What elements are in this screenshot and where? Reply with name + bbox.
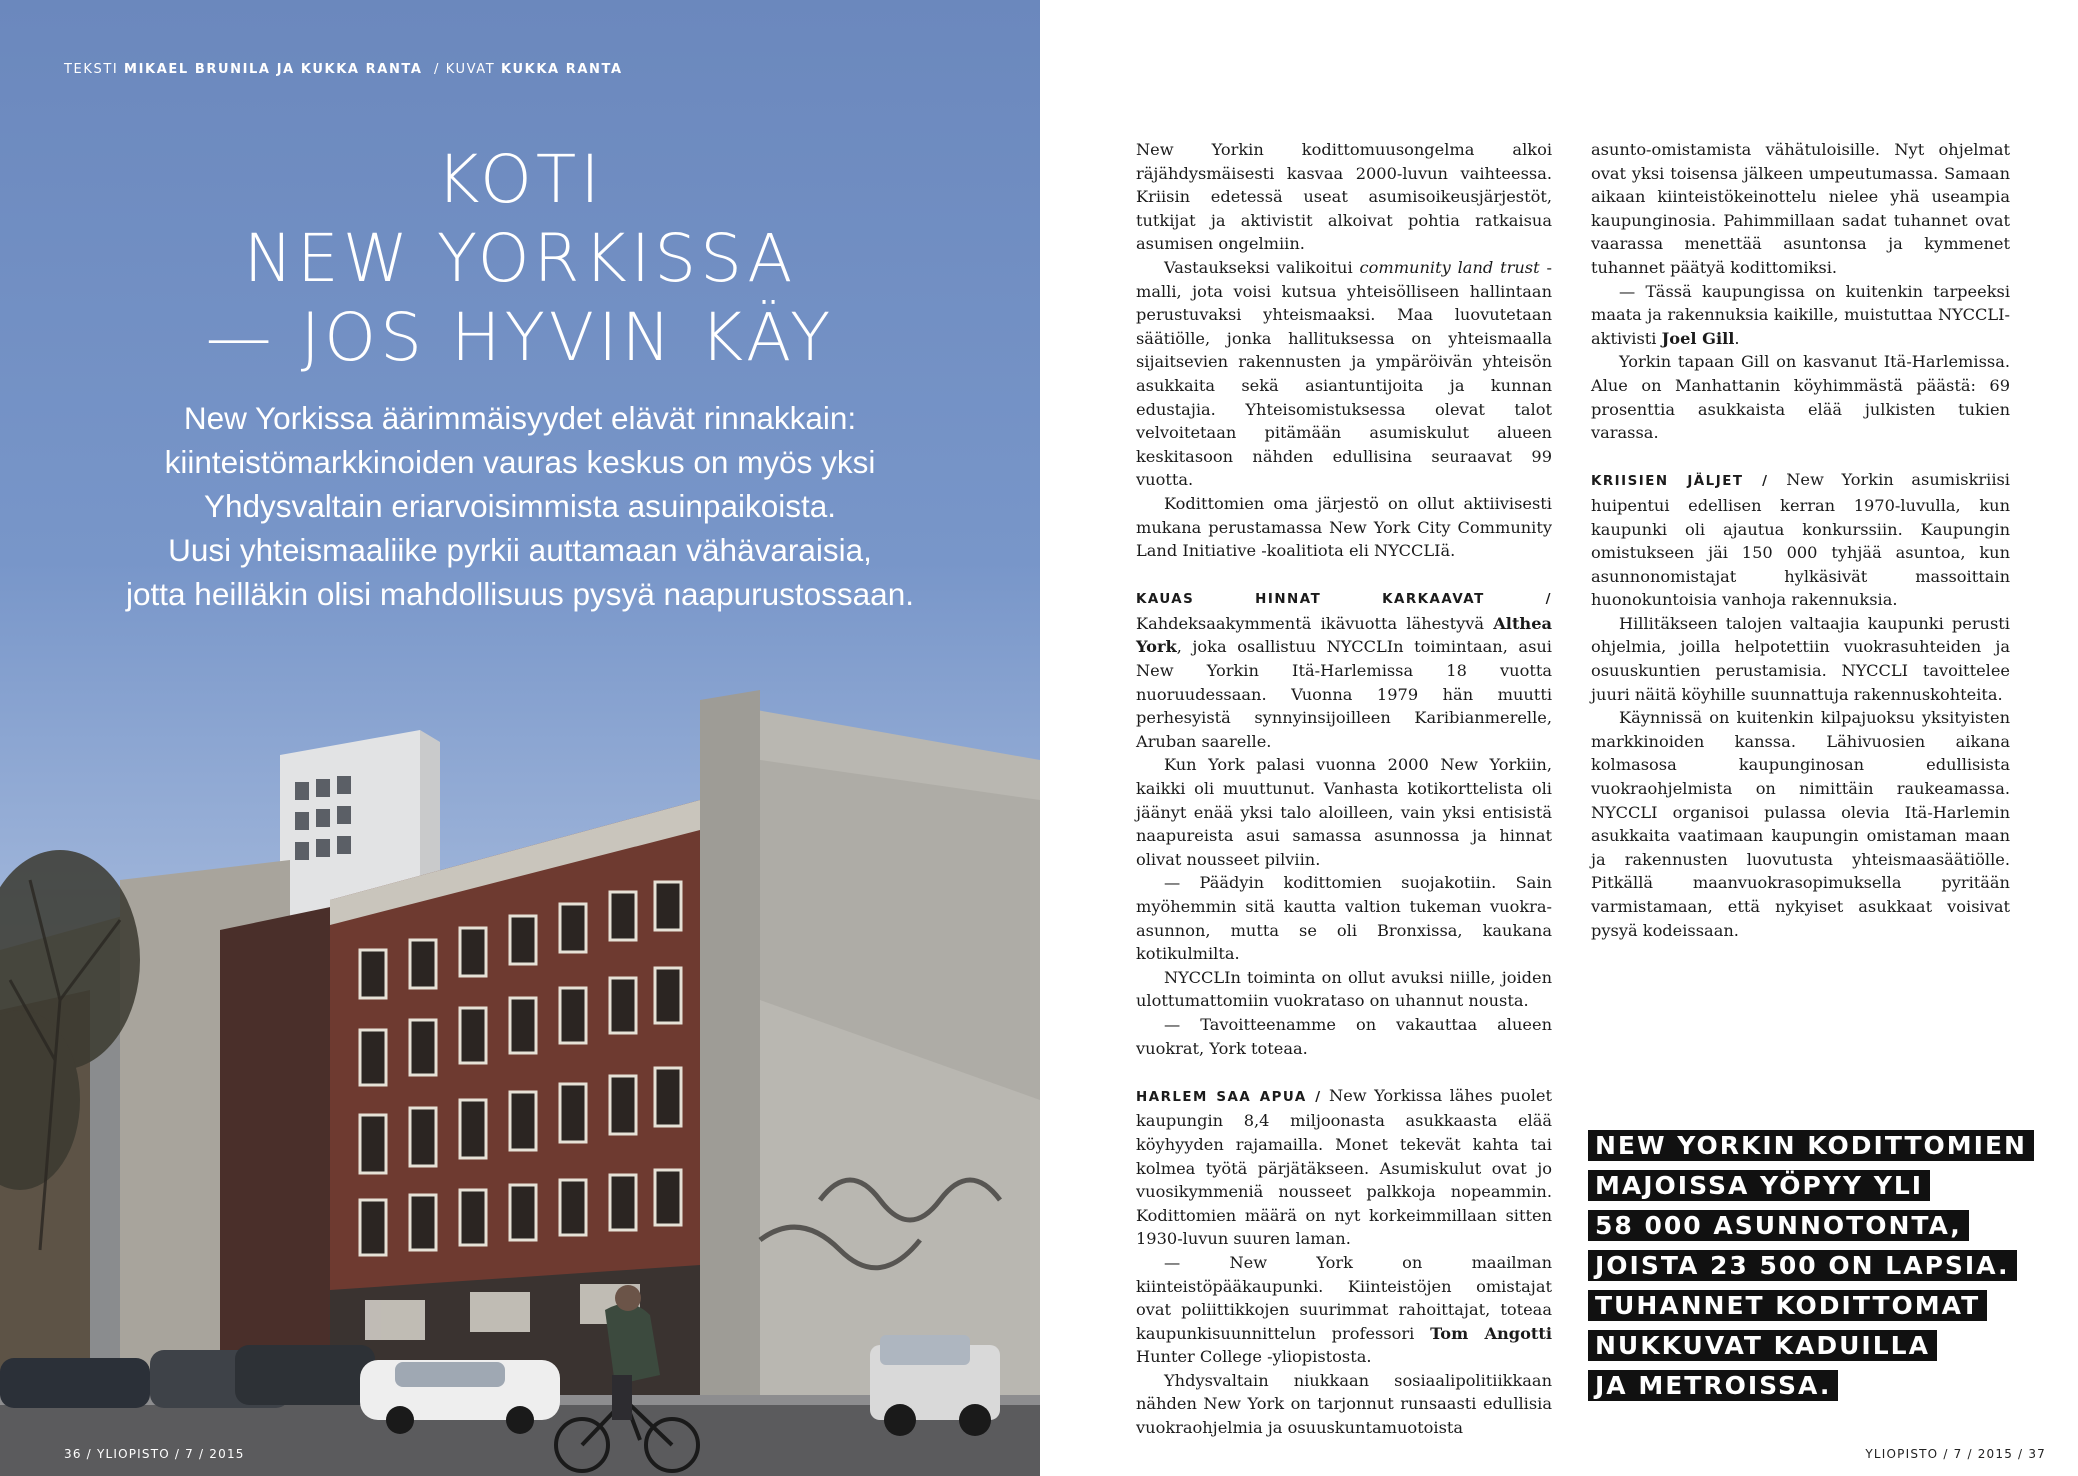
paragraph: — Päädyin kodittomien suojakotiin. Sain myöhemmin sitä kautta valtion tukeman vuokra-asunnon, mutta se oli Bronxissa, kaukana kotikulmilta. (1136, 873, 1552, 964)
pull-quote-line: JOISTA 23 500 ON LAPSIA. (1588, 1250, 2017, 1281)
paragraph (1591, 468, 2010, 612)
credits-authors: MIKAEL BRUNILA JA KUKKA RANTA (124, 62, 423, 77)
text-run: — New York on maailman kiinteistöpääkaupunki. Kiinteistöjen omistajat ovat poliittikkojen suurimmat rahoittajat, toteaa kaupunkisuunnittelun professori (1136, 1252, 1552, 1343)
photo-credits (64, 62, 623, 77)
body-column-1 (1136, 138, 1552, 1440)
paragraph: Kodittomien oma järjestö on ollut aktiivisesti mukana perustamassa New York City Community Land Initiative -koalitiota eli NYCCLIä. (1136, 493, 1552, 561)
paragraph (1136, 256, 1552, 492)
subheading: KRIISIEN JÄLJET / (1591, 474, 1769, 490)
body-column-2 (1591, 138, 2010, 942)
text-run: Vastaukseksi valikoitui (1164, 257, 1360, 277)
person-name: Joel Gill (1661, 328, 1735, 348)
pull-quote-line: 58 000 ASUNNOTONTA, (1588, 1210, 1969, 1241)
pull-quote-line: TUHANNET KODITTOMAT (1588, 1290, 1987, 1321)
right-page (1040, 0, 2078, 1476)
paragraph (1136, 586, 1552, 753)
credits-label-photos: / KUVAT (434, 62, 496, 77)
paragraph: NYCCLIn toiminta on ollut avuksi niille, joiden ulottumattomiin vuokrataso on uhannut nousta. (1136, 967, 1552, 1011)
text-run: New Yorkin asumiskriisi huipentui edellisen kerran 1970-luvulla, kun kaupunki oli ajautua konkurssiin. Kaupungin omistukseen jäi 150 000 tyhjää asuntoa, kun asunnonomistajat hylkäsivät massoittain huonokuntoisia vanhoja rakennuksia. (1591, 470, 2010, 610)
subheading: KAUAS HINNAT KARKAAVAT / (1136, 592, 1552, 608)
pull-quote-line: MAJOISSA YÖPYY YLI (1588, 1170, 1930, 1201)
title-line: KOTI (436, 141, 604, 218)
paragraph: Yorkin tapaan Gill on kasvanut Itä-Harlemissa. Alue on Manhattanin köyhimmästä päästä: 69 prosenttia asukkaista elää julkisten tukien varassa. (1591, 352, 2010, 443)
paragraph: — Tavoitteenamme on vakauttaa alueen vuokrat, York toteaa. (1136, 1014, 1552, 1058)
credits-label-text: TEKSTI (64, 62, 119, 77)
title-line: NEW YORKISSA (243, 220, 797, 297)
credits-photographer: KUKKA RANTA (501, 62, 623, 77)
page-number-left: 36 / YLIOPISTO / 7 / 2015 (64, 1447, 245, 1461)
article-title (0, 140, 1040, 377)
lead-paragraph (30, 396, 1010, 616)
subheading: HARLEM SAA APUA / (1136, 1089, 1322, 1105)
paragraph: Kun York palasi vuonna 2000 New Yorkiin, kaikki oli muuttunut. Vanhasta kotikorttelista oli jäänyt enää yksi talo aloilleen, vain yksi entisistä naapureista asui samassa asunnossa ja hinnat olivat nousseet pilviin. (1136, 755, 1552, 869)
text-run: , joka osallistuu NYCCLIn toimintaan, asui New Yorkin Itä-Harlemissa 18 vuotta nuoruudessaan. Vuonna 1979 hän muutti perhesyistä synnyinsijoilleen Karibianmerelle, Aruban saarelle. (1136, 637, 1552, 751)
person-name: Tom Angotti (1430, 1323, 1552, 1343)
text-run: Hunter College -yliopistosta. (1136, 1347, 1372, 1367)
italic-term: community land trust (1359, 257, 1540, 277)
paragraph: Käynnissä on kuitenkin kilpajuoksu yksityisten markkinoiden kanssa. Lähivuosien aikana kolmasosa kaupunginosan edullisista vuokraohjelmista on nimittäin raukeamassa. NYCCLI organisoi pulassa olevia Itä-Harlemin asukkaita vaatimaan kaupungin omistaman maan ja rakennusten luovutusta yhteismaasäätiölle. Pitkällä maanvuokrasopimuksella pyritään varmistamaan, että nykyiset asukkaat voisivat pysyä kodeissaan. (1591, 708, 2010, 940)
title-line: — JOS HYVIN KÄY (205, 299, 835, 376)
text-run: Kahdeksaakymmentä ikävuotta lähestyvä (1136, 613, 1494, 633)
page-number-right: YLIOPISTO / 7 / 2015 / 37 (1865, 1447, 2046, 1461)
paragraph: New Yorkin kodittomuusongelma alkoi räjähdysmäisesti kasvaa 2000-luvun vaihteessa. Kriisin edetessä useat asumisoikeusjärjestöt, tutkijat ja aktivistit alkoivat pohtia ratkaisua asumisen ongelmiin. (1136, 140, 1552, 254)
paragraph: Hillitäkseen talojen valtaajia kaupunki perusti ohjelmia, joilla helpotettiin vuokrasuhteiden ja osuuskuntien perustamisia. NYCCLI tavoittelee juuri näitä köyhille suunnattuja rakennuskohteita. (1591, 613, 2010, 704)
text-run: -malli, jota voisi kutsua yhteisölliseen hallintaan perustuvaksi yhteismaaksi. Maa luovutetaan säätiölle, jonka hallituksessa on yhteismaalla sijaitsevien rakennusten ja ympäröivän yhteisön asukkaita sekä asiantuntijoita ja kunnan edustajia. Yhteisomistuksessa olevat talot velvoitetaan pitämään asumiskulut alueen keskitasoon nähden edullisina seuraavat 99 vuotta. (1136, 257, 1552, 490)
lead-line: Yhdysvaltain eriarvoisimmista asuinpaikoista. (203, 488, 836, 524)
lead-line: Uusi yhteismaaliike pyrkii auttamaan vähävaraisia, (168, 532, 872, 568)
paragraph: asunto-omistamista vähätuloisille. Nyt ohjelmat ovat yksi toisensa jälkeen umpeutumassa. Samaan aikaan kiinteistökeinottelu nielee yhä useampia kaupunginosia. Pahimmillaan sadat tuhannet ovat vaarassa menettää asuntonsa ja kymmenet tuhannet päätyä kodittomiksi. (1591, 140, 2010, 277)
paragraph (1591, 280, 2010, 351)
text-run: New Yorkissa lähes puolet kaupungin 8,4 miljoonasta asukkaasta elää köyhyyden rajamailla. Monet tekevät kahta tai kolmea työtä pärjätäkseen. Asumiskulut ovat jo vuosikymmeniä nousseet palkkoja nopeammin. Kodittomien määrä on nyt korkeimmillaan sitten 1930-luvun suuren laman. (1136, 1085, 1552, 1249)
lead-line: jotta heilläkin olisi mahdollisuus pysyä naapurustossaan. (126, 576, 914, 612)
person-name: Althea York (1136, 613, 1552, 657)
text-run: . (1734, 328, 1740, 348)
lead-line: New Yorkissa äärimmäisyydet elävät rinnakkain: (183, 400, 857, 436)
paragraph: Yhdysvaltain niukkaan sosiaalipolitiikkaan nähden New York on tarjonnut runsaasti edullisia vuokraohjelmia ja osuuskuntamuotoista (1136, 1370, 1552, 1438)
text-run: — Tässä kaupungissa on kuitenkin tarpeeksi maata ja rakennuksia kaikille, muistuttaa NYCCLI-aktivisti (1591, 281, 2010, 348)
pull-quote-line: JA METROISSA. (1588, 1370, 1838, 1401)
paragraph (1136, 1251, 1552, 1369)
pull-quote-line: NEW YORKIN KODITTOMIEN (1588, 1130, 2034, 1161)
pull-quote (1588, 1130, 2034, 1410)
paragraph (1136, 1084, 1552, 1251)
pull-quote-line: NUKKUVAT KADUILLA (1588, 1330, 1937, 1361)
lead-line: kiinteistömarkkinoiden vauras keskus on myös yksi (164, 444, 876, 480)
